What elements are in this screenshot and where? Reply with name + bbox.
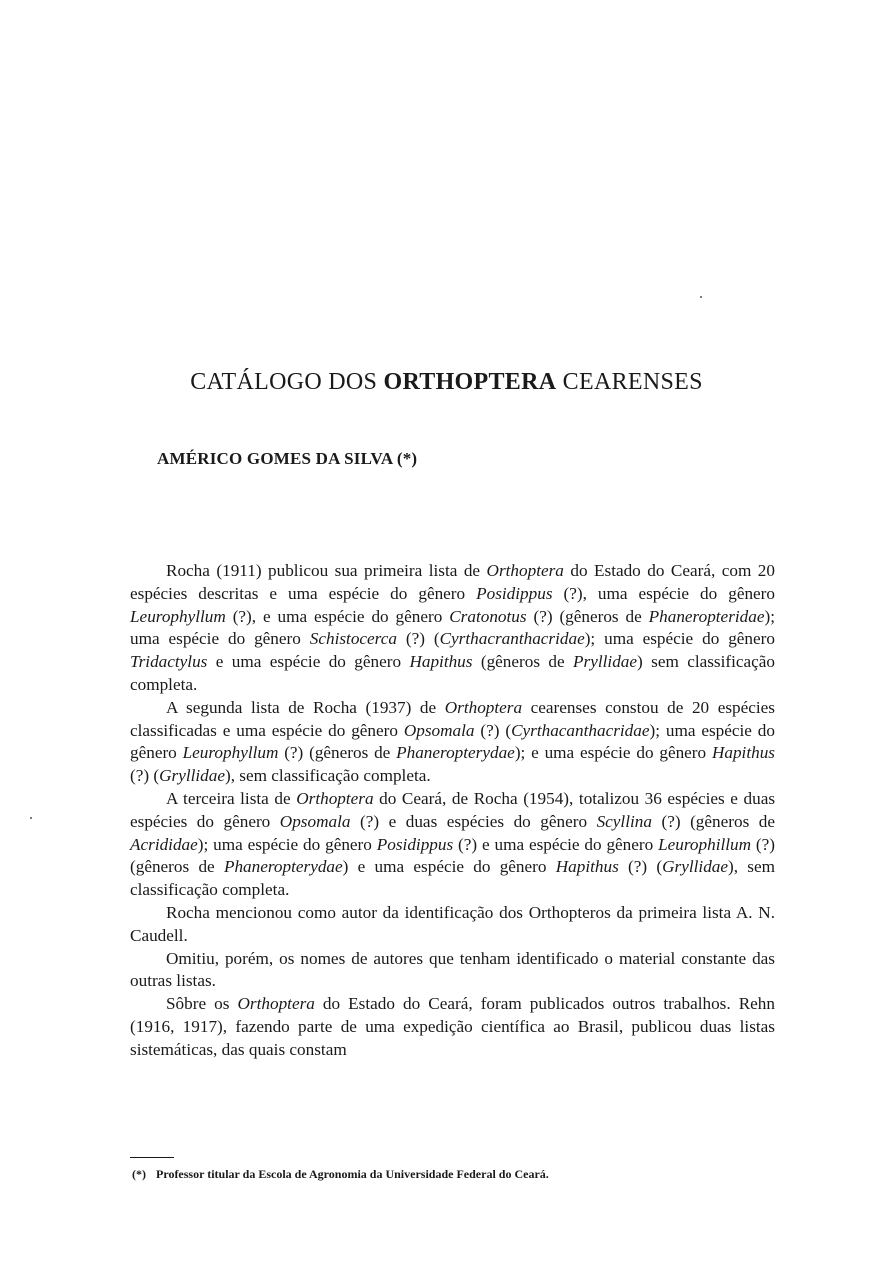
text-run: ), sem classificação completa. xyxy=(130,857,775,900)
footnote-separator xyxy=(130,1157,174,1158)
text-run: e uma espécie do gênero xyxy=(207,652,410,672)
italic-term: Orthoptera xyxy=(237,994,315,1014)
text-run: A segunda lista de Rocha (1937) de xyxy=(166,697,445,717)
italic-term: Orthoptera xyxy=(444,697,523,717)
text-run: ) sem classificação completa. xyxy=(130,652,775,694)
text-run: ) e uma espécie do gênero xyxy=(342,857,556,877)
italic-term: Leurophyllum xyxy=(130,606,226,626)
italic-term: Cratonotus xyxy=(449,606,527,626)
italic-term: Hapithus xyxy=(711,743,775,763)
text-run: (?) (gêneros de xyxy=(278,743,397,763)
italic-term: Gryllidae xyxy=(159,766,225,786)
italic-term: Phaneropterydae xyxy=(223,857,343,877)
text-run: Rocha (1911) publicou sua primeira lista de xyxy=(166,561,487,580)
title-suffix: CEARENSES xyxy=(562,369,703,395)
italic-term: Phaneropteridae xyxy=(648,606,765,626)
text-run: do Estado do Ceará, com 20 espécies descritas e uma espécie do gênero xyxy=(130,561,775,603)
body-paragraph xyxy=(130,788,775,902)
text-run: do Estado do Ceará, foram publicados outros trabalhos. Rehn (1916, 1917), fazendo parte de uma expedição científica ao Brasil, publicou duas listas sistemáticas, das quais constam xyxy=(130,994,775,1059)
text-run: Sôbre os xyxy=(166,994,238,1014)
body-paragraph xyxy=(130,697,775,788)
italic-term: Phaneropterydae xyxy=(396,743,515,763)
text-run: ); uma espécie do gênero xyxy=(197,834,377,854)
text-run: (?) ( xyxy=(474,720,512,740)
text-run: Rocha mencionou como autor da identificação dos Orthopteros da primeira lista A. N. Caudell. xyxy=(130,902,775,945)
text-run: (?) e duas espécies do gênero xyxy=(350,811,597,831)
italic-term: Cyrthacanthacridae xyxy=(511,720,650,740)
italic-term: Orthoptera xyxy=(296,788,374,808)
italic-term: Pryllidae xyxy=(573,652,638,672)
body-paragraph xyxy=(130,902,775,948)
text-run: (?) e uma espécie do gênero xyxy=(453,834,659,854)
text-run: ), sem classificação completa. xyxy=(224,766,431,786)
text-run: (?) ( xyxy=(396,629,440,649)
italic-term: Tridactylus xyxy=(130,652,208,672)
body-paragraph xyxy=(130,948,775,994)
text-run: (?), e uma espécie do gênero xyxy=(225,606,450,626)
footnote xyxy=(132,1167,777,1182)
text-run: (?) (gêneros de xyxy=(526,606,649,626)
italic-term: Schistocerca xyxy=(309,629,397,649)
text-run: (?) (gêneros de xyxy=(130,834,775,877)
article-title xyxy=(0,369,893,396)
italic-term: Leurophillum xyxy=(658,834,752,854)
italic-term: Gryllidae xyxy=(662,857,729,877)
italic-term: Acrididae xyxy=(130,834,198,854)
text-run: (?) ( xyxy=(618,857,663,877)
italic-term: Posidippus xyxy=(376,834,454,854)
text-run: ); uma espécie do gênero xyxy=(584,629,775,649)
text-run: (?) (gêneros de xyxy=(651,811,776,831)
body-paragraph xyxy=(130,560,775,697)
text-run: A terceira lista de xyxy=(166,788,297,808)
scan-speck xyxy=(700,296,702,298)
italic-term: Scyllina xyxy=(596,811,652,831)
italic-term: Leurophyllum xyxy=(182,743,279,763)
footnote-text: Professor titular da Escola de Agronomia da Universidade Federal do Ceará. xyxy=(156,1167,549,1181)
italic-term: Hapithus xyxy=(409,652,473,672)
body-paragraph xyxy=(130,993,775,1061)
text-run: (?), uma espécie do gênero xyxy=(552,583,775,603)
footnote-mark: (*) xyxy=(132,1167,146,1181)
article-body xyxy=(130,560,775,1062)
italic-term: Cyrthacranthacridae xyxy=(439,629,585,649)
italic-term: Opsomala xyxy=(403,720,475,740)
italic-term: Hapithus xyxy=(555,857,619,877)
text-run: (gêneros de xyxy=(472,652,574,672)
italic-term: Opsomala xyxy=(279,811,351,831)
text-run: do Ceará, de Rocha (1954), totalizou 36 espécies e duas espécies do gênero xyxy=(130,788,776,831)
scan-speck xyxy=(30,817,32,819)
text-run: ); uma espécie do gênero xyxy=(130,606,775,649)
italic-term: Orthoptera xyxy=(486,561,564,580)
italic-term: Posidippus xyxy=(476,583,553,603)
text-run: ); e uma espécie do gênero xyxy=(514,743,712,763)
text-run: cearenses constou de 20 espécies classificadas e uma espécie do gênero xyxy=(130,697,775,740)
title-prefix: CATÁLOGO DOS xyxy=(190,369,378,395)
text-run: Omitiu, porém, os nomes de autores que tenham identificado o material constante das outras listas. xyxy=(130,948,775,991)
text-run: ); uma espécie do gênero xyxy=(130,720,775,763)
author-line: AMÉRICO GOMES DA SILVA (*) xyxy=(157,449,418,468)
text-run: (?) ( xyxy=(130,766,160,786)
title-emphasis: ORTHOPTERA xyxy=(383,369,557,395)
